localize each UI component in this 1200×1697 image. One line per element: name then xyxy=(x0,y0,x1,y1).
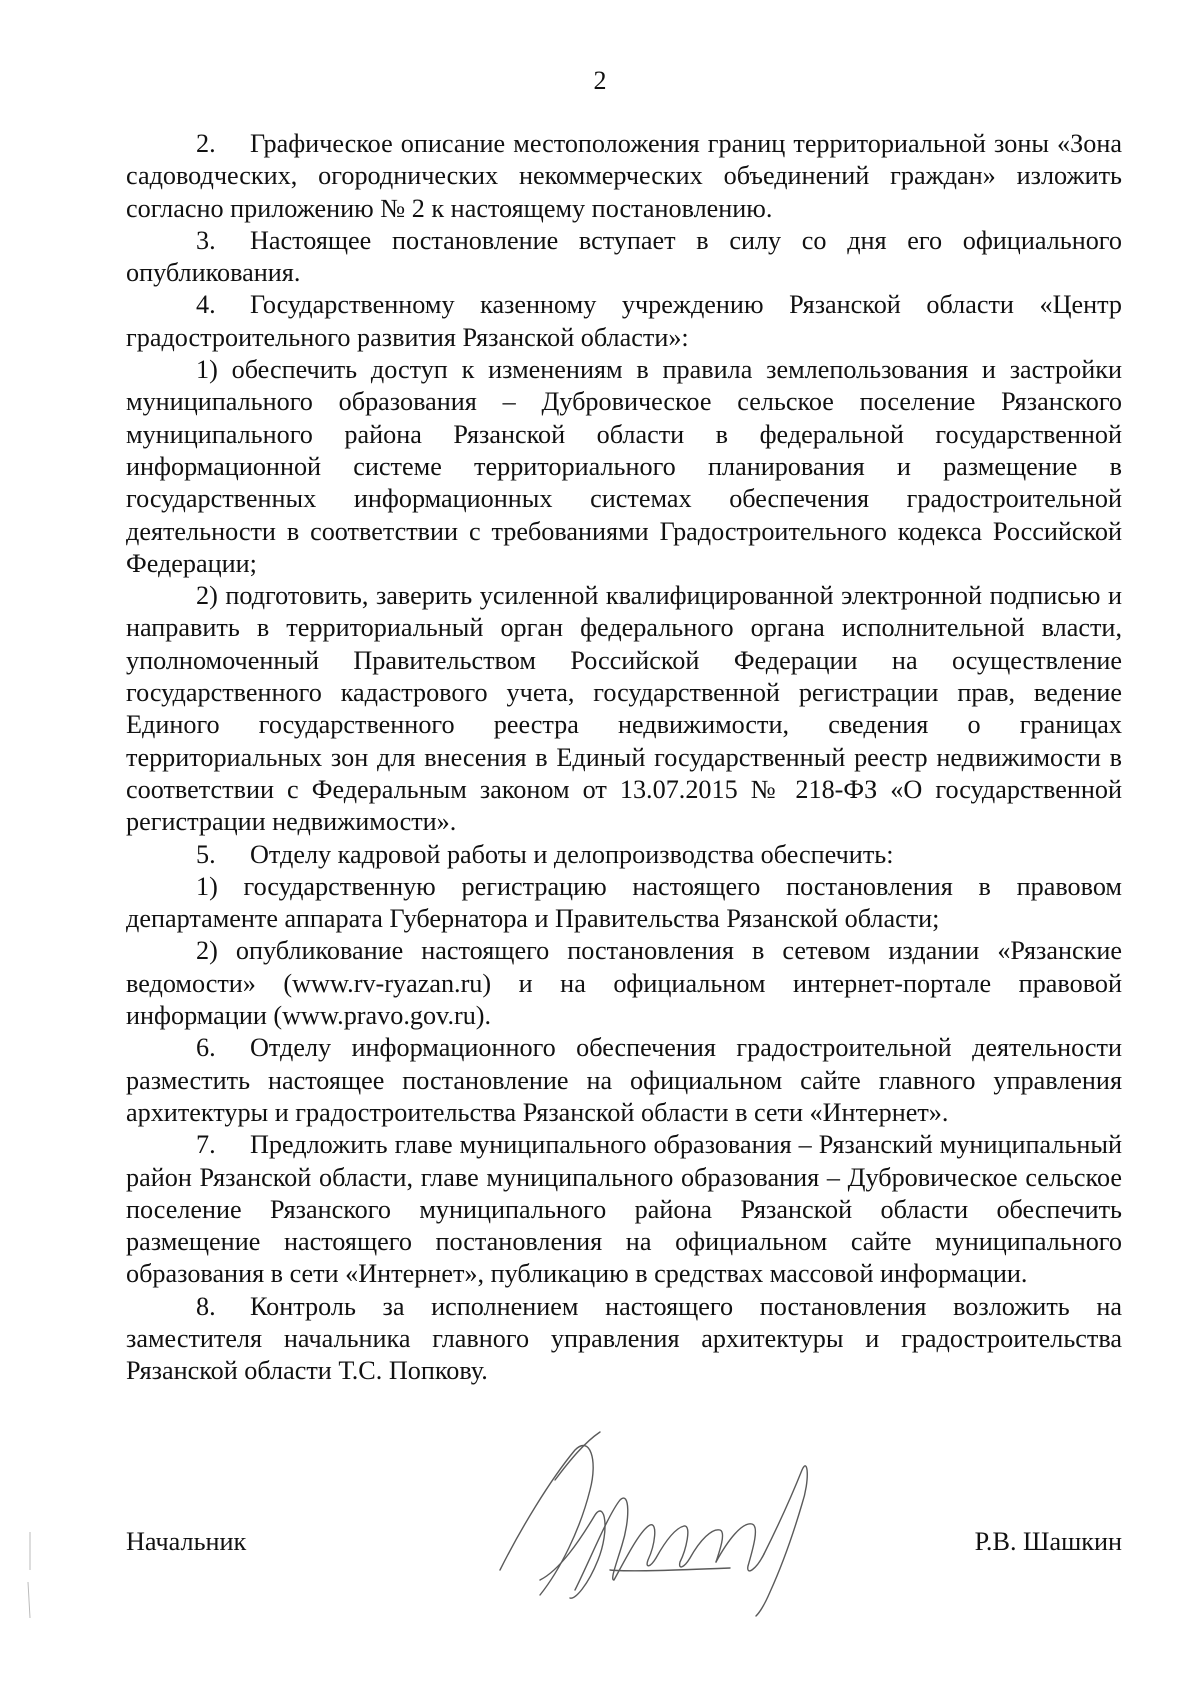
document-body xyxy=(126,128,1122,1388)
paragraph-2 xyxy=(126,128,1122,225)
paragraph-number: 2. xyxy=(196,129,216,158)
paragraph-text: 1) обеспечить доступ к изменениям в правила землепользования и застройки муниципального образования – Дубровическое сельское поселение Рязанского муниципального района Рязанской области в федеральной государственной информационной системе территориального планирования и размещение в государственных информационных системах обеспечения градостроительной деятельности в соответствии с требованиями Градостроительного кодекса Российской Федерации; xyxy=(126,355,1122,578)
paragraph-text: Государственному казенному учреждению Рязанской области «Центр градостроительного развития Рязанской области»: xyxy=(126,290,1122,352)
paragraph-text: Настоящее постановление вступает в силу со дня его официального опубликования. xyxy=(126,225,1122,288)
paragraph-number: 8. xyxy=(196,1291,216,1321)
paragraph-text: Контроль за исполнением настоящего постановления возложить на заместителя начальника главного управления архитектуры и градостроительства Рязанской области Т.С. Попкову. xyxy=(126,1291,1122,1386)
paragraph-6 xyxy=(126,1032,1122,1129)
paragraph-text: 1) государственную регистрацию настоящего постановления в правовом департаменте аппарата Губернатора и Правительства Рязанской области; xyxy=(126,871,1122,934)
handwritten-signature xyxy=(480,1420,820,1620)
paragraph-4-item-1 xyxy=(126,354,1122,580)
paragraph-text: Графическое описание местоположения границ территориальной зоны «Зона садоводческих, огороднических некоммерческих объединений граждан» изложить согласно приложению № 2 к настоящему постановлению. xyxy=(126,129,1122,223)
paragraph-5 xyxy=(126,839,1122,871)
paragraph-text: Предложить главе муниципального образования – Рязанский муниципальный район Рязанской области, главе муниципального образования – Дубровическое сельское поселение Рязанского муниципального района Рязанской области обеспечить размещение настоящего постановления на официальном сайте муниципального образования в сети «Интернет», публикацию в средствах массовой информации. xyxy=(126,1130,1122,1289)
signatory-name: Р.В. Шашкин xyxy=(974,1527,1122,1556)
paragraph-4 xyxy=(126,289,1122,354)
paragraph-text: 2) подготовить, заверить усиленной квалифицированной электронной подписью и направить в территориальный орган федерального органа исполнительной власти, уполномоченный Правительством Российской Федерации на осуществление государственного кадастрового учета, государственной регистрации прав, ведение Единого государственного реестра недвижимости, сведения о границах территориальных зон для внесения в Единый государственный реестр недвижимости в соответствии с Федеральным законом от 13.07.2015 № 218-ФЗ «О государственной регистрации недвижимости». xyxy=(126,581,1122,837)
paragraph-4-item-2 xyxy=(126,580,1122,838)
paragraph-number: 3. xyxy=(196,225,216,255)
paragraph-5-item-1 xyxy=(126,871,1122,936)
page-number: 2 xyxy=(593,66,607,95)
paragraph-3 xyxy=(126,225,1122,290)
paragraph-text: 2) опубликование настоящего постановления в сетевом издании «Рязанские ведомости» (www.rv-ryazan.ru) и на официальном интернет-портале правовой информации (www.pravo.gov.ru). xyxy=(126,936,1122,1031)
scan-artifact xyxy=(20,1530,40,1620)
paragraph-text: Отделу информационного обеспечения градостроительной деятельности разместить настоящее постановление на официальном сайте главного управления архитектуры и градостроительства Рязанской области в сети «Интернет». xyxy=(126,1033,1122,1127)
paragraph-5-item-2 xyxy=(126,935,1122,1032)
paragraph-number: 5. xyxy=(196,839,216,869)
paragraph-text: Отделу кадровой работы и делопроизводства обеспечить: xyxy=(250,839,894,869)
paragraph-number: 7. xyxy=(196,1130,216,1160)
signatory-position: Начальник xyxy=(126,1527,247,1556)
paragraph-number: 4. xyxy=(196,290,216,320)
paragraph-7 xyxy=(126,1129,1122,1290)
paragraph-8 xyxy=(126,1291,1122,1388)
paragraph-number: 6. xyxy=(196,1033,216,1063)
